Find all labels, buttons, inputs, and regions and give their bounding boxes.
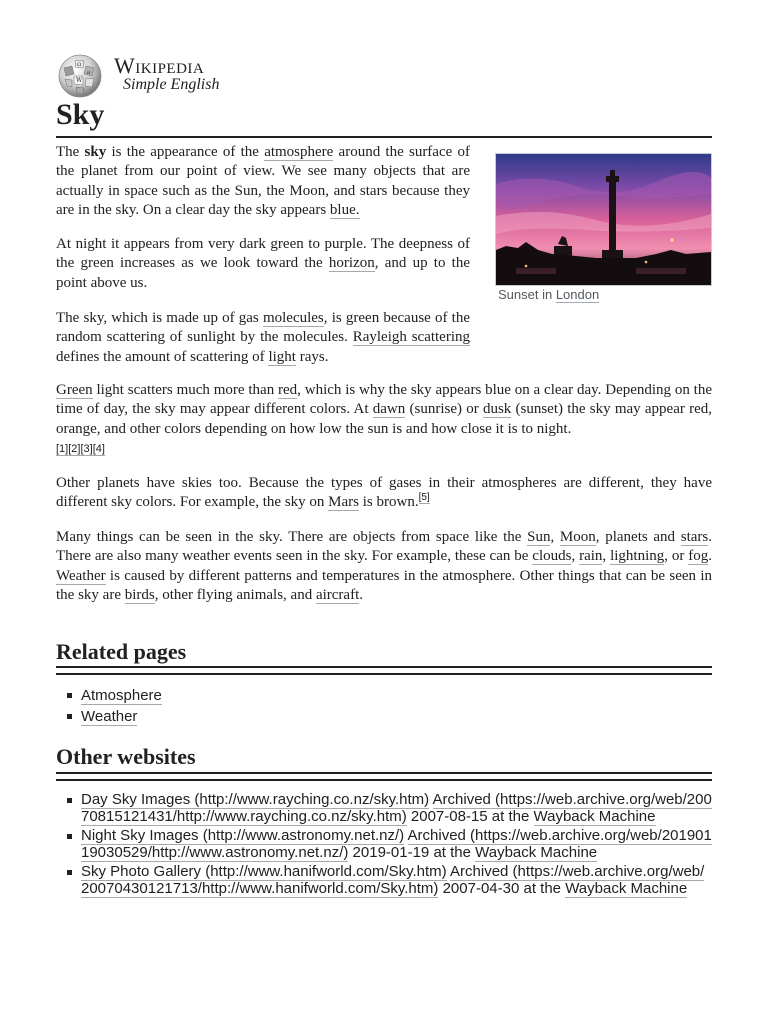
wikipedia-wordmark: Wikipedia xyxy=(114,53,205,78)
wikipedia-tagline: Simple English xyxy=(123,76,220,93)
paragraph-colors: Green light scatters much more than red, which is why the sky appears blue on a clear day. Depending on the time of day, the sky may appear different colors. At dawn (sunrise) or dusk (sunset) the sky may appear red, orange, and other colors depending on how low the sun is and how close it is to night. [1][2][3][4] xyxy=(56,382,713,456)
link-green[interactable]: Green xyxy=(56,382,93,398)
svg-text:и: и xyxy=(87,70,91,76)
svg-text:W: W xyxy=(76,77,83,84)
link-light[interactable]: light xyxy=(268,348,296,365)
reference-4[interactable]: [4] xyxy=(92,443,105,456)
paragraph-night: At night it appears from very dark green to purple. The deepness of the green increases as we look toward the horizon, and up to the point above us. xyxy=(56,236,470,291)
link-mars[interactable]: Mars xyxy=(328,494,359,511)
related-link-weather[interactable]: Weather xyxy=(81,708,138,725)
link-sun[interactable]: Sun xyxy=(527,529,551,545)
caption-text: Sunset in xyxy=(498,287,556,302)
link-dusk[interactable]: dusk xyxy=(482,401,512,418)
paragraph-things-in-sky: Many things can be seen in the sky. There are objects from space like the Sun, Moon, planets and stars. There are also many weather events seen in the sky. For example, these can be clouds, rain, lightning, or fog. Weather is caused by different patterns and temperatures in the atmosphere. Other things that can be seen in the sky are birds, other flying animals, and aircraft. xyxy=(56,529,712,604)
site-header xyxy=(56,54,356,98)
archived-link[interactable]: Archived (https://web.archive.org/web/20190119030529/http://www.astronomy.net.nz/) xyxy=(81,827,712,861)
figure-caption xyxy=(498,287,599,303)
external-link-night-sky-images[interactable]: Night Sky Images (http://www.astronomy.net.nz/) xyxy=(81,827,405,844)
link-dawn[interactable]: dawn xyxy=(372,401,406,418)
bullet-icon xyxy=(67,798,72,803)
reference-3[interactable]: [3] xyxy=(80,443,93,456)
list-item xyxy=(56,706,712,727)
sunset-photo xyxy=(496,154,711,285)
other-websites-divider xyxy=(56,772,712,781)
archived-link[interactable]: Archived (https://web.archive.org/web/20070815121431/http://www.rayching.co.nz/sky.htm) xyxy=(81,791,712,825)
reference-5[interactable]: [5] xyxy=(418,492,430,504)
bullet-icon xyxy=(67,693,72,698)
link-rayleigh-scattering[interactable]: Rayleigh scattering xyxy=(352,329,471,346)
archived-link[interactable]: Archived (https://web.archive.org/web/20070430121713/http://www.hanifworld.com/Sky.htm) xyxy=(81,863,705,897)
list-item: Day Sky Images (http://www.rayching.co.nz/sky.htm) Archived (https://web.archive.org/web/20070815121431/http://www.rayching.co.nz/sky.htm) 2007-08-15 at the Wayback Machine xyxy=(56,792,712,825)
link-red[interactable]: red xyxy=(278,382,298,398)
wayback-machine-link[interactable]: Wayback Machine xyxy=(533,807,656,825)
list-item: Night Sky Images (http://www.astronomy.net.nz/) Archived (https://web.archive.org/web/20190119030529/http://www.astronomy.net.nz/) 2019-01-19 at the Wayback Machine xyxy=(56,828,712,861)
reference-2[interactable]: [2] xyxy=(68,443,81,456)
paragraph-intro: The sky is the appearance of the atmosphere around the surface of the planet from our point of view. We see many objects that are actually in space such as the Sun, the Moon, and stars because they are in the sky. On a clear day the sky appears blue. xyxy=(56,144,470,219)
page-title: Sky xyxy=(56,98,105,131)
paragraph-scattering: The sky, which is made up of gas molecules, is green because of the random scattering of sunlight by the molecules. Rayleigh scattering defines the amount of scattering of light rays. xyxy=(56,310,471,365)
wikipedia-globe-logo[interactable] xyxy=(56,54,104,98)
link-stars[interactable]: stars xyxy=(680,529,709,545)
bullet-icon xyxy=(67,870,72,875)
title-divider xyxy=(56,136,712,138)
reference-1[interactable]: [1] xyxy=(56,443,69,456)
term-sky: sky xyxy=(84,144,107,160)
other-websites-list xyxy=(56,792,712,900)
paragraph-other-planets: Other planets have skies too. Because the types of gases in their atmospheres are different, they have different sky colors. For example, the sky on Mars is brown.[5] xyxy=(56,475,712,511)
list-item xyxy=(56,685,712,706)
link-rain[interactable]: rain xyxy=(579,548,603,565)
link-atmosphere[interactable]: atmosphere xyxy=(264,144,334,160)
bullet-icon xyxy=(67,714,72,719)
link-fog[interactable]: fog xyxy=(688,548,709,565)
link-birds[interactable]: birds xyxy=(124,587,155,604)
heading-related-pages: Related pages xyxy=(56,639,187,664)
heading-other-websites: Other websites xyxy=(56,744,196,769)
link-lightning[interactable]: lightning xyxy=(610,548,665,565)
list-item: Sky Photo Gallery (http://www.hanifworld.com/Sky.htm) Archived (https://web.archive.org/web/20070430121713/http://www.hanifworld.com/Sky.htm) 2007-04-30 at the Wayback Machine xyxy=(56,864,712,897)
wayback-machine-link[interactable]: Wayback Machine xyxy=(475,843,598,861)
external-link-sky-photo-gallery[interactable]: Sky Photo Gallery (http://www.hanifworld.com/Sky.htm) xyxy=(81,863,447,880)
link-weather[interactable]: Weather xyxy=(56,567,106,584)
related-pages-divider xyxy=(56,666,712,675)
wayback-machine-link[interactable]: Wayback Machine xyxy=(565,879,688,897)
svg-text:Ω: Ω xyxy=(77,62,82,68)
link-moon[interactable]: Moon xyxy=(559,529,596,545)
related-link-atmosphere[interactable]: Atmosphere xyxy=(81,687,162,704)
sunset-london-image[interactable] xyxy=(495,153,712,286)
bullet-icon xyxy=(67,834,72,839)
external-link-day-sky-images[interactable]: Day Sky Images (http://www.rayching.co.nz/sky.htm) xyxy=(81,791,430,808)
link-clouds[interactable]: clouds xyxy=(532,548,572,565)
related-pages-list xyxy=(56,685,712,727)
link-molecules[interactable]: molecules xyxy=(262,310,324,326)
link-horizon[interactable]: horizon xyxy=(328,255,375,272)
link-aircraft[interactable]: aircraft xyxy=(315,587,360,604)
caption-link-london[interactable]: London xyxy=(555,287,600,302)
link-blue[interactable]: blue. xyxy=(329,202,360,219)
